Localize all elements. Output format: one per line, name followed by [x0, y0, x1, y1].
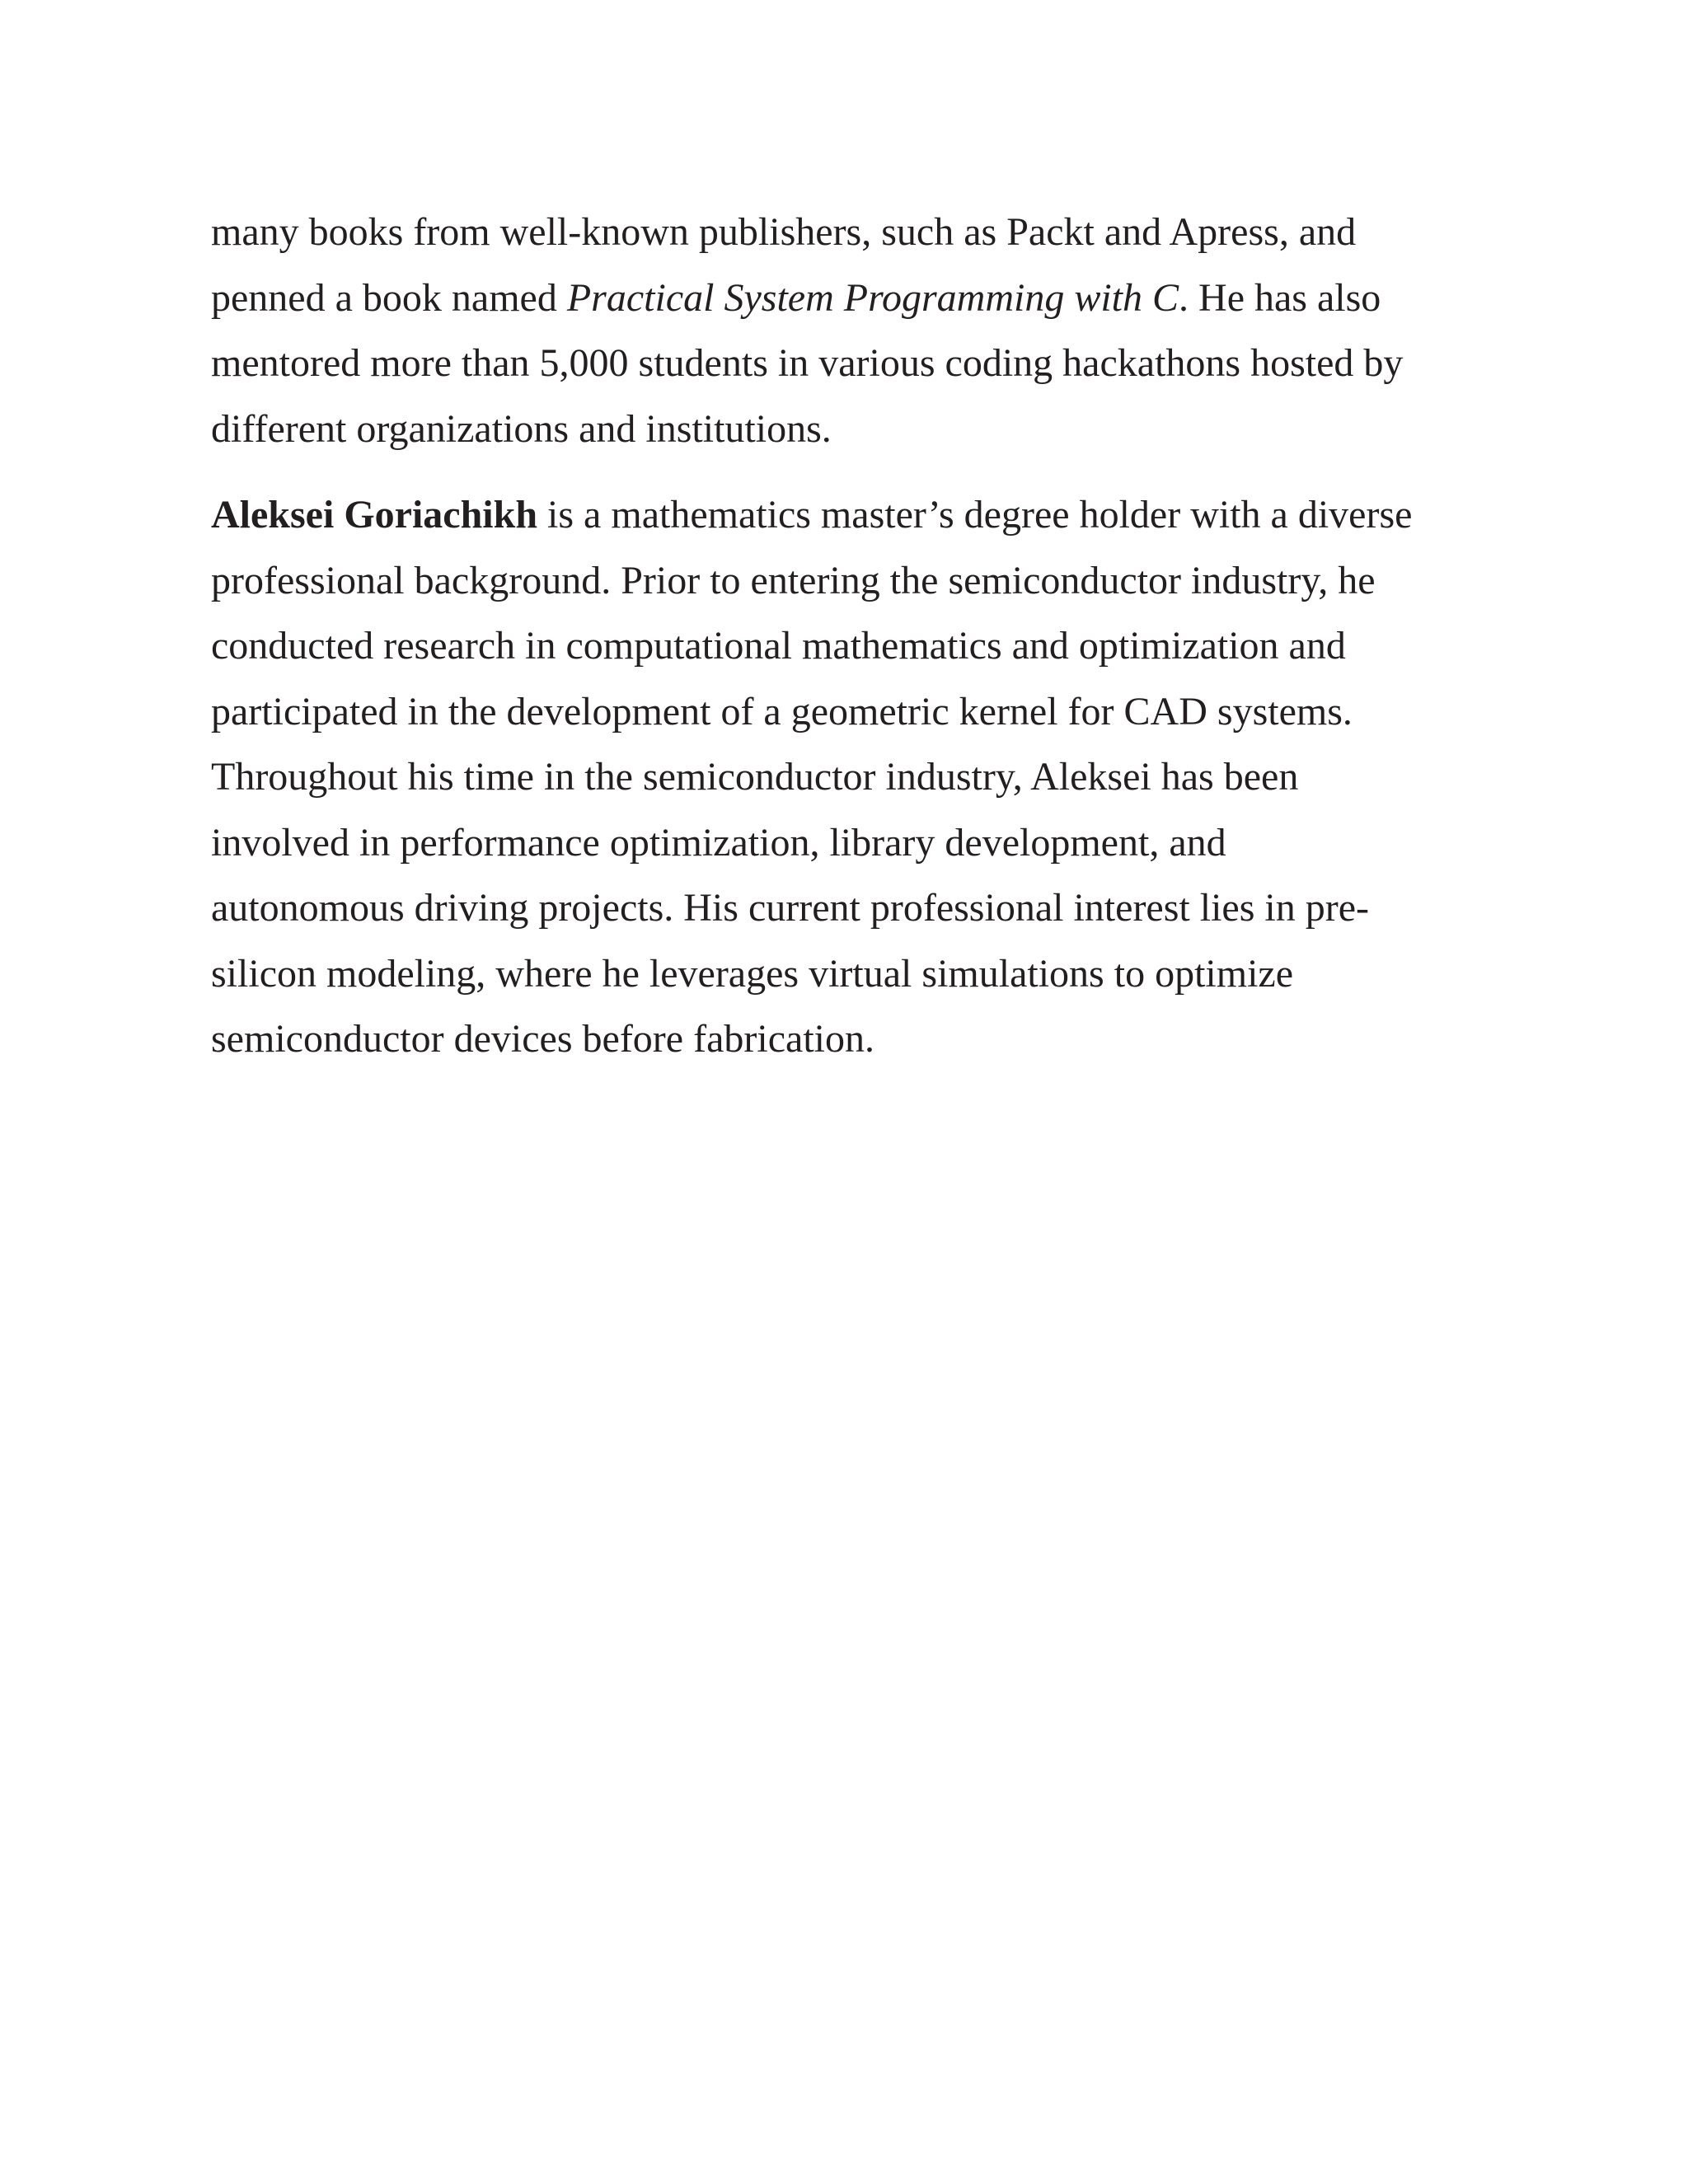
text-line: professional background. Prior to entering the semiconductor industry, he	[211, 558, 1376, 602]
text-segment: is a mathematics master’s degree holder with a diverse	[537, 493, 1413, 537]
text-line: autonomous driving projects. His current professional interest lies in pre-	[211, 886, 1370, 930]
text-line: mentored more than 5,000 students in various coding hackathons hosted by	[211, 341, 1404, 385]
text-line	[211, 265, 1497, 331]
text-line: silicon modeling, where he leverages virtual simulations to optimize	[211, 951, 1294, 996]
text-line: involved in performance optimization, library development, and	[211, 820, 1226, 865]
text-line: different organizations and institutions.	[211, 406, 832, 451]
book-title: Practical System Programming with C	[566, 275, 1179, 320]
text-line: semiconductor devices before fabrication.	[211, 1017, 874, 1061]
paragraph-bio-continued	[211, 199, 1497, 462]
text-segment: penned a book named	[211, 275, 567, 320]
text-line	[211, 482, 1497, 548]
text-line: many books from well-known publishers, such as Packt and Apress, and	[211, 210, 1357, 254]
page-content	[211, 199, 1497, 1072]
text-line: Throughout his time in the semiconductor industry, Aleksei has been	[211, 755, 1299, 799]
author-name: Aleksei Goriachikh	[211, 493, 538, 537]
text-line: participated in the development of a geometric kernel for CAD systems.	[211, 689, 1353, 733]
text-line: conducted research in computational mathematics and optimization and	[211, 624, 1346, 668]
text-segment: . He has also	[1179, 275, 1381, 320]
paragraph-bio-aleksei	[211, 482, 1497, 1072]
